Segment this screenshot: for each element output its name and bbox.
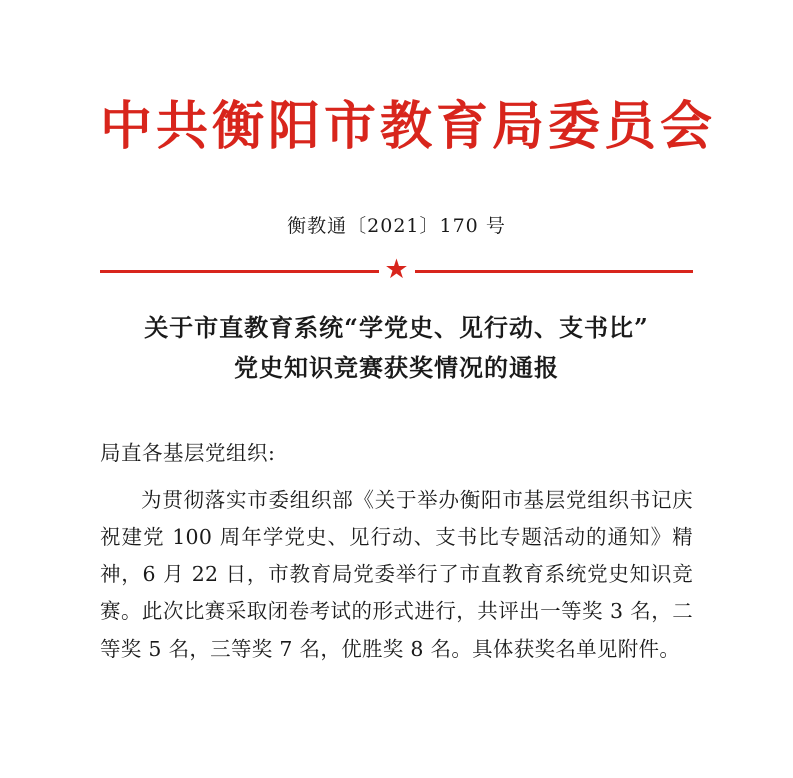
document-number: 衡教通〔2021〕170 号 — [287, 215, 506, 238]
document-body-paragraph: 为贯彻落实市委组织部《关于举办衡阳市基层党组织书记庆祝建党 100 周年学党史、见行动、支书比专题活动的通知》精神，6 月 22 日，市教育局党委举行了市直教育系统党史知识竞赛。此次比赛采取闭卷考试的形式进行，共评出一等奖 3 名，二等奖 5 名，三等奖 7 名，优胜奖 8 名。具体获奖名单见附件。 — [100, 487, 693, 661]
document-title-line-1: 关于市直教育系统“学党史、见行动、支书比” — [144, 313, 649, 343]
red-separator-rule — [100, 254, 693, 286]
document-title — [100, 308, 693, 387]
red-star-icon: ★ — [384, 254, 409, 286]
document-page — [0, 96, 793, 778]
document-masthead: 中共衡阳市教育局委员会 — [100, 96, 717, 157]
document-salutation: 局直各基层党组织: — [100, 440, 276, 465]
rule-line-right — [415, 270, 694, 273]
rule-line-left — [100, 270, 379, 273]
document-title-line-2: 党史知识竞赛获奖情况的通报 — [234, 352, 559, 382]
